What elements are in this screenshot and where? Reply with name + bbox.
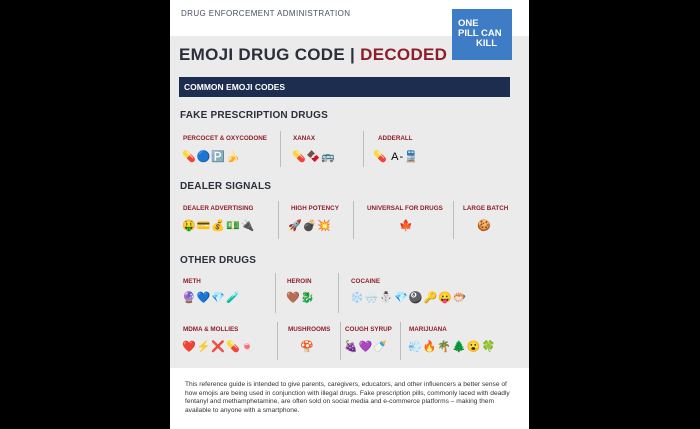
divider: [278, 201, 279, 239]
section-other-drugs: OTHER DRUGS: [180, 255, 257, 266]
label-high-potency: HIGH POTENCY: [291, 205, 339, 212]
label-adderall: ADDERALL: [378, 135, 413, 142]
label-large-batch: LARGE BATCH: [463, 205, 509, 212]
logo-line-3: KILL: [476, 38, 498, 49]
emojis-adderall: 💊 A-🚆: [373, 151, 419, 163]
footer-panel: [170, 368, 529, 429]
section-dealer-signals: DEALER SIGNALS: [180, 181, 272, 192]
label-marijuana: MARIJUANA: [409, 326, 447, 333]
divider: [400, 322, 401, 360]
emojis-large-batch: 🍪: [477, 220, 492, 232]
label-xanax: XANAX: [293, 135, 316, 142]
emojis-dealer-advertising: 🤑💳💰💵🔌: [182, 220, 256, 232]
section-band: COMMON EMOJI CODES: [179, 77, 510, 97]
label-heroin: HEROIN: [287, 278, 312, 285]
document-page: [170, 0, 529, 429]
divider: [353, 201, 354, 239]
emojis-mushrooms: 🍄: [300, 341, 315, 353]
divider: [275, 273, 276, 313]
label-cough-syrup: COUGH SYRUP: [345, 326, 392, 333]
footer-text: This reference guide is intended to give parents, caregivers, educators, and other influencers a better sense of how emojis are being used in conjunction with illegal drugs. Fake prescription pills, commonly laced with deadly fentanyl and methamphetamine, are often sold on social media and e-commerce platforms – making them available to anyone with a smartphone.: [185, 381, 510, 414]
emojis-high-potency: 🚀💣💥: [288, 220, 333, 232]
divider: [280, 131, 281, 167]
title-main: EMOJI DRUG CODE: [179, 45, 346, 64]
label-percocet: PERCOCET & OXYCODONE: [183, 135, 267, 142]
label-mdma: MDMA & MOLLIES: [183, 326, 239, 333]
emojis-universal: 🍁: [399, 220, 414, 232]
title-accent: DECODED: [360, 45, 448, 64]
emojis-percocet: 💊🔵🅿️🍌: [182, 151, 241, 163]
label-universal: UNIVERSAL FOR DRUGS: [367, 205, 443, 212]
label-dealer-advertising: DEALER ADVERTISING: [183, 205, 254, 212]
label-meth: METH: [183, 278, 201, 285]
section-fake-prescription: FAKE PRESCRIPTION DRUGS: [180, 110, 328, 121]
divider: [363, 131, 364, 167]
logo-line-1: ONE: [458, 18, 479, 29]
title-separator: |: [345, 45, 361, 64]
emojis-mdma: ❤️⚡❌💊🍬: [182, 341, 256, 353]
agency-name: DRUG ENFORCEMENT ADMINISTRATION: [181, 9, 351, 18]
divider: [338, 273, 339, 313]
label-mushrooms: MUSHROOMS: [288, 326, 331, 333]
emojis-xanax: 💊🍫🚌: [292, 151, 337, 163]
emojis-marijuana: 💨🔥🌴🌲😮🍀: [408, 341, 497, 353]
divider: [453, 201, 454, 239]
one-pill-can-kill-logo: [452, 9, 512, 60]
divider: [277, 322, 278, 360]
page-title: [179, 45, 447, 65]
label-cocaine: COCAINE: [351, 278, 381, 285]
emojis-heroin: 🤎🐉: [286, 292, 316, 304]
emojis-meth: 🔮💙💎🧪: [182, 292, 241, 304]
logo-line-2: PILL CAN: [458, 28, 502, 39]
emojis-cocaine: ❄️🌨️⛄💎🎱🔑😛🐡: [350, 292, 468, 304]
emojis-cough-syrup: 🍇💜🍼: [344, 341, 389, 353]
divider: [340, 322, 341, 360]
